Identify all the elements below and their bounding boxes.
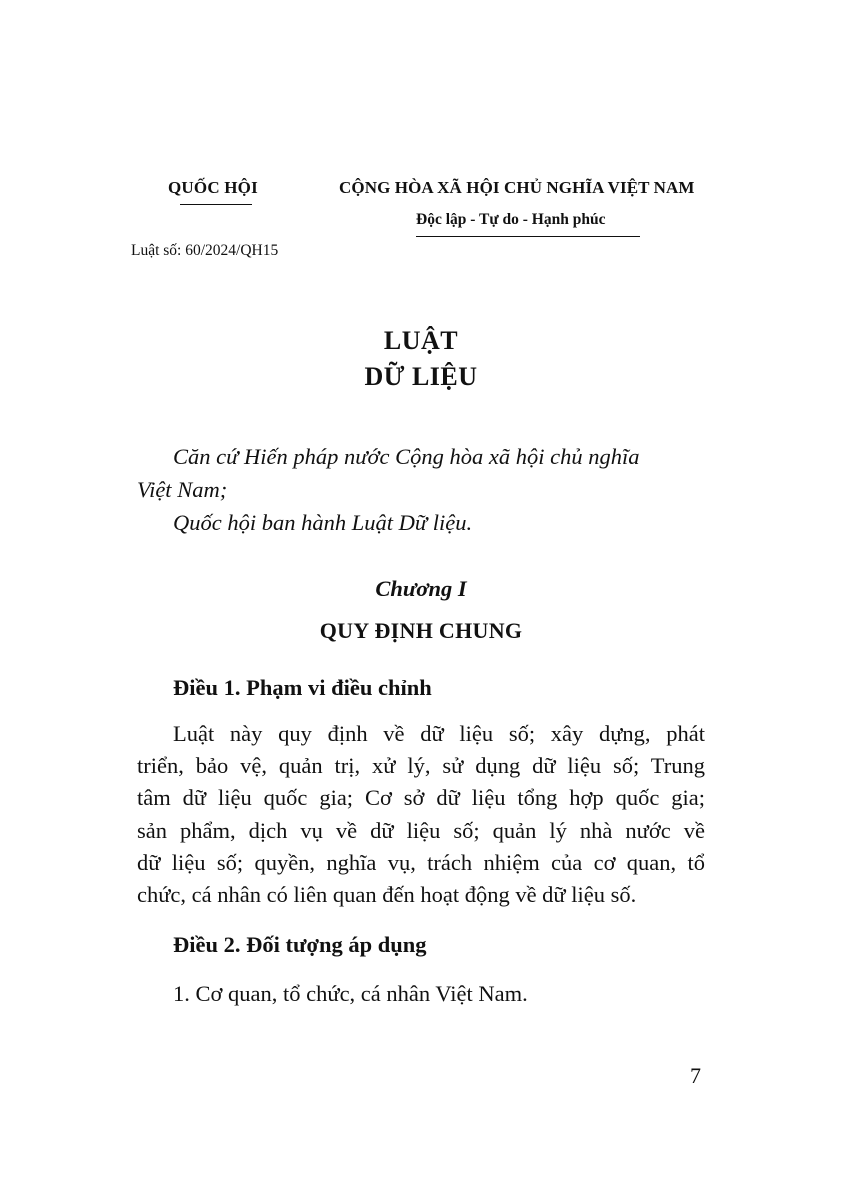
motto-underline xyxy=(416,236,640,237)
document-type-title: LUẬT xyxy=(383,326,459,355)
issuer-name: QUỐC HỘI xyxy=(168,178,258,197)
article-1-line: tâm dữ liệu quốc gia; Cơ sở dữ liệu tổng hợp quốc gia; xyxy=(137,785,705,811)
article-1-line: Luật này quy định về dữ liệu số; xây dựng, phát xyxy=(173,721,705,746)
preamble-line-1: Căn cứ Hiến pháp nước Cộng hòa xã hội chủ nghĩa xyxy=(173,444,640,469)
preamble-line-2: Việt Nam; xyxy=(137,477,228,502)
national-motto: Độc lập - Tự do - Hạnh phúc xyxy=(416,211,606,228)
law-number: Luật số: 60/2024/QH15 xyxy=(131,242,279,259)
article-2-item-1: 1. Cơ quan, tổ chức, cá nhân Việt Nam. xyxy=(173,981,528,1006)
preamble-line-3: Quốc hội ban hành Luật Dữ liệu. xyxy=(173,510,473,535)
article-1-body xyxy=(137,718,705,911)
article-1-line: dữ liệu số; quyền, nghĩa vụ, trách nhiệm của cơ quan, tổ xyxy=(137,849,705,875)
article-1-heading: Điều 1. Phạm vi điều chỉnh xyxy=(173,675,432,700)
national-title: CỘNG HÒA XÃ HỘI CHỦ NGHĨA VIỆT NAM xyxy=(339,178,695,197)
article-1-line: sản phẩm, dịch vụ về dữ liệu số; quản lý nhà nước về xyxy=(137,817,705,843)
page-number: 7 xyxy=(690,1063,701,1088)
article-1-line: chức, cá nhân có liên quan đến hoạt động về dữ liệu số. xyxy=(137,881,637,907)
article-2-heading: Điều 2. Đối tượng áp dụng xyxy=(173,932,427,957)
document-name-title: DỮ LIỆU xyxy=(364,362,478,391)
article-1-line: triển, bảo vệ, quản trị, xử lý, sử dụng dữ liệu số; Trung xyxy=(137,753,705,779)
issuer-underline xyxy=(180,204,252,205)
chapter-name: QUY ĐỊNH CHUNG xyxy=(319,618,523,643)
chapter-number: Chương I xyxy=(375,576,467,601)
